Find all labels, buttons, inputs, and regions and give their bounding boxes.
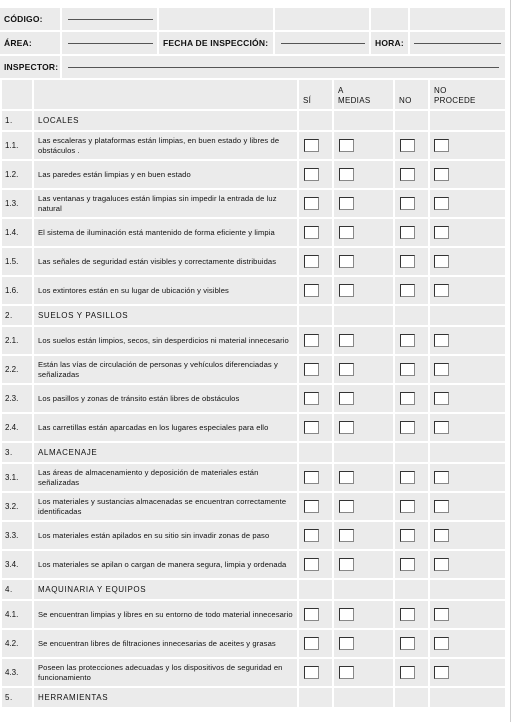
answer-cell-no-procede	[430, 219, 505, 246]
answer-cell-no	[395, 522, 428, 549]
checkbox-no-procede[interactable]	[434, 139, 449, 152]
item-description: Las paredes están limpias y en buen estado	[34, 161, 297, 188]
codigo-label: CÓDIGO:	[4, 14, 43, 24]
checkbox-a-medias[interactable]	[339, 471, 354, 484]
checkbox-no[interactable]	[400, 637, 415, 650]
answer-cell-si	[299, 248, 332, 275]
checkbox-no-procede[interactable]	[434, 197, 449, 210]
answer-cell-si	[299, 132, 332, 159]
answer-cell-a-medias	[334, 630, 393, 657]
col-no-procede	[430, 80, 505, 109]
checkbox-a-medias[interactable]	[339, 392, 354, 405]
checklist-item-row	[0, 601, 511, 630]
answer-cell-a-medias	[334, 111, 393, 130]
checkbox-no[interactable]	[400, 608, 415, 621]
checkbox-no[interactable]	[400, 197, 415, 210]
answer-cell-no	[395, 306, 428, 325]
item-number: 1.3.	[2, 190, 32, 217]
checkbox-no-procede[interactable]	[434, 666, 449, 679]
answer-cell-no-procede	[430, 522, 505, 549]
checkbox-no[interactable]	[400, 226, 415, 239]
item-number: 1.4.	[2, 219, 32, 246]
answer-cell-no	[395, 356, 428, 383]
checklist-item-row	[0, 161, 511, 190]
answer-cell-no-procede	[430, 132, 505, 159]
section-title: ALMACENAJE	[34, 443, 297, 462]
answer-cell-no	[395, 111, 428, 130]
checkbox-no-procede[interactable]	[434, 363, 449, 376]
checkbox-si[interactable]	[304, 363, 319, 376]
answer-cell-si	[299, 111, 332, 130]
item-description: Las carretillas están aparcadas en los lugares especiales para ello	[34, 414, 297, 441]
item-description: El sistema de iluminación está mantenido de forma eficiente y limpia	[34, 219, 297, 246]
answer-cell-no	[395, 580, 428, 599]
answer-cell-a-medias	[334, 414, 393, 441]
checkbox-no[interactable]	[400, 284, 415, 297]
checkbox-no[interactable]	[400, 421, 415, 434]
answer-cell-no-procede	[430, 161, 505, 188]
checklist-item-row	[0, 464, 511, 493]
checklist-item-row	[0, 493, 511, 522]
inspector-field[interactable]	[62, 56, 505, 78]
answer-cell-no	[395, 630, 428, 657]
answer-cell-no	[395, 551, 428, 578]
answer-cell-no-procede	[430, 630, 505, 657]
checkbox-no-procede[interactable]	[434, 284, 449, 297]
checkbox-no-procede[interactable]	[434, 529, 449, 542]
answer-cell-si	[299, 385, 332, 412]
area-label-cell	[0, 32, 60, 54]
checkbox-no[interactable]	[400, 558, 415, 571]
answer-cell-a-medias	[334, 306, 393, 325]
blank-cell	[159, 8, 273, 30]
answer-cell-no	[395, 248, 428, 275]
item-description: Los materiales y sustancias almacenadas se encuentran correctamente identificadas	[34, 493, 297, 520]
answer-cell-a-medias	[334, 688, 393, 707]
answer-cell-a-medias	[334, 327, 393, 354]
checkbox-no-procede[interactable]	[434, 168, 449, 181]
hora-field[interactable]	[410, 32, 505, 54]
item-number: 3.4.	[2, 551, 32, 578]
item-description: Los pasillos y zonas de tránsito están libres de obstáculos	[34, 385, 297, 412]
checkbox-no[interactable]	[400, 139, 415, 152]
checkbox-no-procede[interactable]	[434, 421, 449, 434]
checklist-table	[0, 80, 511, 709]
answer-cell-no-procede	[430, 688, 505, 707]
col-no	[395, 80, 428, 109]
col-no-procede-label	[434, 86, 476, 105]
item-number: 4.2.	[2, 630, 32, 657]
codigo-underline	[68, 19, 153, 20]
area-underline	[68, 43, 153, 44]
answer-cell-no	[395, 132, 428, 159]
item-number: 3.	[2, 443, 32, 462]
answer-cell-no-procede	[430, 248, 505, 275]
blank-cell	[2, 80, 32, 109]
checkbox-no[interactable]	[400, 500, 415, 513]
checkbox-si[interactable]	[304, 284, 319, 297]
answer-cell-si	[299, 493, 332, 520]
answer-cell-a-medias	[334, 522, 393, 549]
answer-cell-no-procede	[430, 385, 505, 412]
checkbox-a-medias[interactable]	[339, 334, 354, 347]
col-a-medias-line2: MEDIAS	[338, 95, 371, 105]
item-number: 4.3.	[2, 659, 32, 686]
checkbox-a-medias[interactable]	[339, 284, 354, 297]
answer-cell-no	[395, 601, 428, 628]
answer-cell-si	[299, 601, 332, 628]
item-description: Los materiales están apilados en su sitio sin invadir zonas de paso	[34, 522, 297, 549]
answer-cell-si	[299, 551, 332, 578]
answer-cell-a-medias	[334, 464, 393, 491]
answer-cell-a-medias	[334, 356, 393, 383]
answer-cell-no	[395, 277, 428, 304]
hora-label: HORA:	[375, 38, 404, 48]
checklist-item-row	[0, 414, 511, 443]
item-description: Las señales de seguridad están visibles y correctamente distribuidas	[34, 248, 297, 275]
header-row-codigo	[0, 8, 511, 30]
answer-cell-si	[299, 327, 332, 354]
checklist-rows	[0, 111, 511, 709]
answer-cell-no	[395, 493, 428, 520]
checklist-item-row	[0, 190, 511, 219]
checkbox-si[interactable]	[304, 255, 319, 268]
section-row	[0, 443, 511, 464]
item-number: 4.1.	[2, 601, 32, 628]
checkbox-si[interactable]	[304, 168, 319, 181]
answer-cell-si	[299, 464, 332, 491]
checkbox-no-procede[interactable]	[434, 471, 449, 484]
checkbox-no-procede[interactable]	[434, 255, 449, 268]
answer-cell-si	[299, 443, 332, 462]
section-row	[0, 688, 511, 709]
checkbox-si[interactable]	[304, 666, 319, 679]
checklist-item-row	[0, 522, 511, 551]
item-number: 2.1.	[2, 327, 32, 354]
checkbox-a-medias[interactable]	[339, 168, 354, 181]
checkbox-a-medias[interactable]	[339, 637, 354, 650]
col-no-procede-line2: PROCEDE	[434, 95, 476, 105]
item-number: 2.2.	[2, 356, 32, 383]
checkbox-no-procede[interactable]	[434, 637, 449, 650]
codigo-field[interactable]	[62, 8, 157, 30]
blank-cell	[275, 8, 369, 30]
answer-cell-no-procede	[430, 659, 505, 686]
answer-cell-no-procede	[430, 356, 505, 383]
answer-cell-a-medias	[334, 659, 393, 686]
checkbox-a-medias[interactable]	[339, 666, 354, 679]
answer-cell-a-medias	[334, 161, 393, 188]
fecha-label-cell	[159, 32, 273, 54]
checkbox-no-procede[interactable]	[434, 500, 449, 513]
checkbox-si[interactable]	[304, 500, 319, 513]
section-row	[0, 306, 511, 327]
checkbox-si[interactable]	[304, 529, 319, 542]
checkbox-a-medias[interactable]	[339, 197, 354, 210]
checkbox-a-medias[interactable]	[339, 363, 354, 376]
section-title: HERRAMIENTAS	[34, 688, 297, 707]
checkbox-no-procede[interactable]	[434, 226, 449, 239]
checkbox-no[interactable]	[400, 334, 415, 347]
checklist-item-row	[0, 219, 511, 248]
item-description: Están las vías de circulación de personas y vehículos diferenciadas y señalizadas	[34, 356, 297, 383]
header-row-area	[0, 32, 511, 54]
answer-cell-si	[299, 688, 332, 707]
answer-cell-a-medias	[334, 132, 393, 159]
col-a-medias	[334, 80, 393, 109]
answer-cell-si	[299, 306, 332, 325]
item-description: Se encuentran limpias y libres en su entorno de todo material innecesario	[34, 601, 297, 628]
checkbox-a-medias[interactable]	[339, 608, 354, 621]
answer-cell-no	[395, 688, 428, 707]
answer-cell-a-medias	[334, 580, 393, 599]
answer-cell-no-procede	[430, 277, 505, 304]
answer-cell-no	[395, 219, 428, 246]
item-number: 2.	[2, 306, 32, 325]
inspector-label-cell	[0, 56, 60, 78]
checkbox-no[interactable]	[400, 471, 415, 484]
checkbox-si[interactable]	[304, 139, 319, 152]
answer-cell-no	[395, 443, 428, 462]
answer-cell-a-medias	[334, 190, 393, 217]
area-label: ÁREA:	[4, 38, 32, 48]
checkbox-a-medias[interactable]	[339, 529, 354, 542]
item-description: Las áreas de almacenamiento y deposición de materiales están señalizadas	[34, 464, 297, 491]
blank-cell	[371, 8, 408, 30]
answer-cell-no	[395, 327, 428, 354]
section-title: MAQUINARIA Y EQUIPOS	[34, 580, 297, 599]
hora-underline	[414, 43, 501, 44]
item-description: Los extintores están en su lugar de ubicación y visibles	[34, 277, 297, 304]
answer-cell-no-procede	[430, 443, 505, 462]
checkbox-si[interactable]	[304, 608, 319, 621]
checkbox-a-medias[interactable]	[339, 558, 354, 571]
fecha-label: FECHA DE INSPECCIÓN:	[163, 38, 269, 48]
fecha-underline	[281, 43, 365, 44]
blank-cell	[34, 80, 297, 109]
checkbox-no-procede[interactable]	[434, 558, 449, 571]
answer-cell-si	[299, 219, 332, 246]
section-title: LOCALES	[34, 111, 297, 130]
area-field[interactable]	[62, 32, 157, 54]
item-number: 1.5.	[2, 248, 32, 275]
col-a-medias-line1: A	[338, 86, 344, 95]
item-number: 1.6.	[2, 277, 32, 304]
checklist-item-row	[0, 248, 511, 277]
checkbox-no[interactable]	[400, 666, 415, 679]
item-number: 1.2.	[2, 161, 32, 188]
answer-cell-no-procede	[430, 111, 505, 130]
checkbox-si[interactable]	[304, 471, 319, 484]
answer-cell-no	[395, 161, 428, 188]
hora-label-cell	[371, 32, 408, 54]
answer-cell-no-procede	[430, 327, 505, 354]
answer-cell-a-medias	[334, 443, 393, 462]
checkbox-no[interactable]	[400, 255, 415, 268]
checklist-item-row	[0, 659, 511, 688]
checklist-item-row	[0, 277, 511, 306]
col-no-label: NO	[399, 95, 412, 105]
answer-cell-no-procede	[430, 414, 505, 441]
answer-cell-no-procede	[430, 190, 505, 217]
checklist-item-row	[0, 132, 511, 161]
checkbox-a-medias[interactable]	[339, 139, 354, 152]
answer-cell-no	[395, 385, 428, 412]
checkbox-si[interactable]	[304, 558, 319, 571]
item-description: Se encuentran libres de filtraciones innecesarias de aceites y grasas	[34, 630, 297, 657]
item-number: 3.1.	[2, 464, 32, 491]
answer-cell-no	[395, 659, 428, 686]
answer-cell-si	[299, 161, 332, 188]
checkbox-no[interactable]	[400, 168, 415, 181]
checklist-item-row	[0, 630, 511, 659]
item-number: 2.3.	[2, 385, 32, 412]
item-description: Las escaleras y plataformas están limpias, en buen estado y libres de obstáculos .	[34, 132, 297, 159]
answer-cell-a-medias	[334, 385, 393, 412]
checkbox-no[interactable]	[400, 363, 415, 376]
answer-cell-a-medias	[334, 277, 393, 304]
section-row	[0, 111, 511, 132]
col-a-medias-label	[338, 86, 370, 105]
answer-cell-no-procede	[430, 493, 505, 520]
answer-cell-no	[395, 414, 428, 441]
answer-cell-si	[299, 580, 332, 599]
item-description: Los suelos están limpios, secos, sin desperdicios ni material innecesario	[34, 327, 297, 354]
answer-cell-a-medias	[334, 248, 393, 275]
checkbox-no-procede[interactable]	[434, 334, 449, 347]
checkbox-a-medias[interactable]	[339, 421, 354, 434]
item-description: Los materiales se apilan o cargan de manera segura, limpia y ordenada	[34, 551, 297, 578]
checkbox-si[interactable]	[304, 421, 319, 434]
answer-cell-si	[299, 414, 332, 441]
checklist-item-row	[0, 385, 511, 414]
col-si	[299, 80, 332, 109]
section-title: SUELOS Y PASILLOS	[34, 306, 297, 325]
checklist-item-row	[0, 356, 511, 385]
inspector-label: INSPECTOR:	[4, 62, 59, 72]
checkbox-si[interactable]	[304, 637, 319, 650]
answer-cell-no-procede	[430, 306, 505, 325]
answer-cell-no	[395, 464, 428, 491]
item-number: 1.1.	[2, 132, 32, 159]
col-si-label: SÍ	[303, 95, 312, 105]
checkbox-a-medias[interactable]	[339, 226, 354, 239]
col-no-procede-line1: NO	[434, 86, 447, 95]
section-row	[0, 580, 511, 601]
checkbox-si[interactable]	[304, 226, 319, 239]
answer-cell-no-procede	[430, 580, 505, 599]
header-row-inspector	[0, 56, 511, 78]
inspector-underline	[68, 67, 499, 68]
answer-cell-no-procede	[430, 601, 505, 628]
item-description: Las ventanas y tragaluces están limpias sin impedir la entrada de luz natural	[34, 190, 297, 217]
checklist-item-row	[0, 551, 511, 580]
checkbox-si[interactable]	[304, 197, 319, 210]
table-header-row	[0, 80, 511, 111]
fecha-field[interactable]	[275, 32, 369, 54]
answer-cell-a-medias	[334, 551, 393, 578]
checkbox-a-medias[interactable]	[339, 500, 354, 513]
answer-cell-a-medias	[334, 219, 393, 246]
answer-cell-si	[299, 277, 332, 304]
checkbox-si[interactable]	[304, 334, 319, 347]
answer-cell-no-procede	[430, 551, 505, 578]
item-description: Poseen las protecciones adecuadas y los dispositivos de seguridad en funcionamiento	[34, 659, 297, 686]
codigo-label-cell	[0, 8, 60, 30]
item-number: 3.3.	[2, 522, 32, 549]
answer-cell-si	[299, 522, 332, 549]
checkbox-si[interactable]	[304, 392, 319, 405]
checkbox-no[interactable]	[400, 529, 415, 542]
answer-cell-no-procede	[430, 464, 505, 491]
checkbox-no-procede[interactable]	[434, 392, 449, 405]
blank-cell	[410, 8, 505, 30]
answer-cell-si	[299, 356, 332, 383]
checkbox-no-procede[interactable]	[434, 608, 449, 621]
answer-cell-a-medias	[334, 601, 393, 628]
checkbox-no[interactable]	[400, 392, 415, 405]
item-number: 4.	[2, 580, 32, 599]
item-number: 1.	[2, 111, 32, 130]
answer-cell-si	[299, 190, 332, 217]
answer-cell-si	[299, 630, 332, 657]
checklist-item-row	[0, 327, 511, 356]
item-number: 3.2.	[2, 493, 32, 520]
answer-cell-a-medias	[334, 493, 393, 520]
answer-cell-si	[299, 659, 332, 686]
item-number: 2.4.	[2, 414, 32, 441]
checkbox-a-medias[interactable]	[339, 255, 354, 268]
answer-cell-no	[395, 190, 428, 217]
item-number: 5.	[2, 688, 32, 707]
